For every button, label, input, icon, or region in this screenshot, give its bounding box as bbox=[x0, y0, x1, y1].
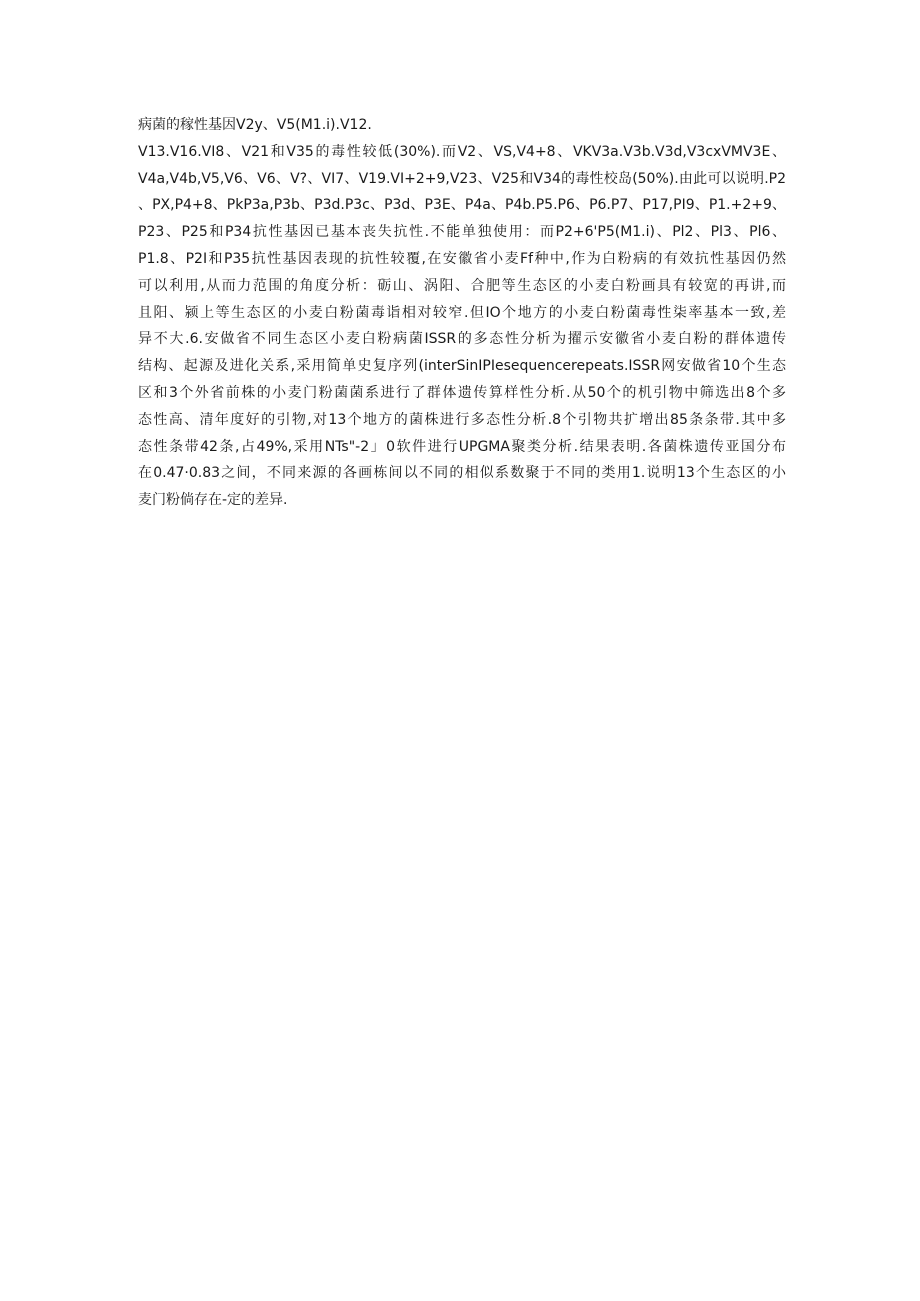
body-text bbox=[138, 112, 786, 514]
text-line-13: 态性条带42条,占49%,采用NTs"-2」0软件进行UPGMA聚类分析.结果表明.各菌株遗传亚国分布 bbox=[138, 438, 786, 455]
text-line-4: 、PX,P4+8、PkP3a,P3b、P3d.P3c、P3d、P3E、P4a、P4b.P5.P6、P6.P7、P17,PI9、P1.+2+9、 bbox=[138, 197, 786, 214]
text-line-12: 态性高、清年度好的引物,对13个地方的菌株进行多态性分析.8个引物共扩增出85条条带.其中多 bbox=[138, 411, 786, 428]
text-line-1: 病菌的稼性基因V2y、V5(M1.i).V12. bbox=[138, 117, 372, 133]
text-line-11: 区和3个外省前株的小麦门粉菌菌系进行了群体遗传算样性分析.从50个的机引物中筛选出8个多 bbox=[138, 384, 786, 401]
text-line-6: P1.8、P2I和P35抗性基因表现的抗性较覆,在安徽省小麦Ff种中,作为白粉病的有效抗性基因仍然 bbox=[138, 250, 786, 267]
text-line-7: 可以利用,从而力范围的角度分析：砺山、涡阳、合肥等生态区的小麦白粉画具有较宽的再讲,而 bbox=[138, 277, 786, 294]
text-line-9: 异不大.6.安做省不同生态区小麦白粉病菌ISSR的多态性分析为擢示安徽省小麦白粉的群体遗传 bbox=[138, 331, 786, 348]
text-line-3: V4a,V4b,V5,V6、V6、V?、VI7、V19.VI+2+9,V23、V25和V34的毒性校岛(50%).由此可以说明.P2 bbox=[138, 170, 786, 187]
text-line-10: 结构、起源及进化关系,采用简单史复序列(interSinIPIesequencerepeats.ISSR网安做省10个生态 bbox=[138, 358, 786, 375]
text-line-15: 麦门粉倘存在-定的差异. bbox=[138, 492, 288, 509]
text-line-8: 且阳、颍上等生态区的小麦白粉菌毒诣相对较窄.但IO个地方的小麦白粉菌毒性柒率基本一致,差 bbox=[138, 304, 786, 321]
text-line-14: 在0.47·0.83之间，不同来源的各画栋间以不同的相似系数聚于不同的类用1.说明13个生态区的小 bbox=[138, 465, 786, 482]
text-line-2: V13.V16.VI8、V21和V35的毒性较低(30%).而V2、VS,V4+8、VKV3a.V3b.V3d,V3cxVMV3E、 bbox=[138, 143, 786, 160]
text-line-5: P23、P25和P34抗性基因已基本丧失抗性.不能单独使用：而P2+6'P5(M1.i)、Pl2、Pl3、Pl6、 bbox=[138, 224, 786, 241]
